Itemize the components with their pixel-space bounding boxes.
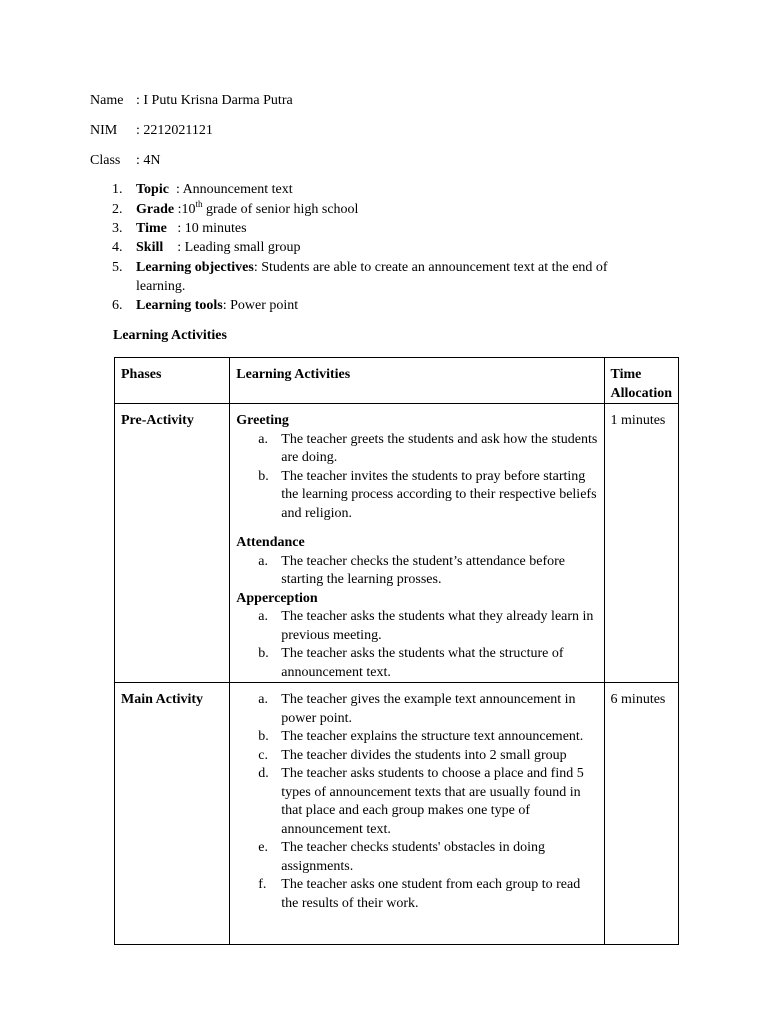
apperception-list: [236, 608, 597, 682]
item-label: Time: [136, 221, 167, 236]
list-item: b. The teacher asks the students what the structure of announcement text.: [258, 646, 564, 680]
class-value: : 4N: [136, 153, 161, 168]
list-item: c. The teacher divides the students into 2 small group: [258, 747, 567, 763]
list-item: a. The teacher asks the students what they already learn in previous meeting.: [258, 609, 594, 643]
item-number: 3.: [112, 221, 123, 236]
item-number: 6.: [112, 298, 123, 313]
list-item: d. The teacher asks students to choose a place and find 5 types of announcement texts that are usually found in that place and each group makes one type of announcement text.: [258, 766, 584, 837]
time-pre-activity: 1 minutes: [604, 404, 678, 683]
item-number: 2.: [112, 202, 123, 217]
name-value: : I Putu Krisna Darma Putra: [136, 93, 293, 108]
list-item: f. The teacher asks one student from each group to read the results of their work.: [258, 877, 581, 911]
time-main-activity: 6 minutes: [604, 683, 678, 945]
item-number: 5.: [112, 260, 123, 275]
main-activity-content: [230, 683, 604, 945]
list-item: a. The teacher checks the student’s attendance before starting the learning prosses.: [258, 553, 566, 587]
item-label: Learning objectives: [136, 260, 254, 275]
list-item: b. The teacher invites the students to pray before starting the learning process according to their respective beliefs and religion.: [258, 468, 597, 521]
main-activity-list: [236, 691, 597, 913]
greeting-list: [236, 431, 597, 524]
header-phases: Phases: [115, 358, 230, 404]
phase-pre-activity: Pre-Activity: [115, 404, 230, 683]
apperception-title: Apperception: [236, 590, 318, 606]
item-label: Grade: [136, 202, 175, 217]
activities-table: [114, 357, 679, 945]
phase-main-activity: Main Activity: [115, 683, 230, 945]
name-label: Name: [90, 93, 124, 108]
item-value: : Leading small group: [163, 240, 301, 255]
item-value: : Students are able to create an announcement text at the end of: [253, 260, 608, 275]
item-number: 4.: [112, 240, 123, 255]
item-number: 1.: [112, 182, 123, 197]
nim-label: NIM: [90, 123, 118, 138]
item-value: grade of senior high school: [202, 202, 359, 217]
attendance-title: Attendance: [236, 535, 305, 550]
item-value-line2: learning.: [136, 279, 186, 294]
list-item: e. The teacher checks students' obstacles in doing assignments.: [258, 840, 546, 874]
class-label: Class: [90, 153, 121, 168]
table-row: [115, 404, 679, 683]
item-value-sup: th: [195, 199, 203, 209]
item-value: : 10 minutes: [166, 221, 247, 236]
item-value-pre: :10: [174, 202, 196, 217]
section-title: Learning Activities: [113, 328, 227, 343]
header-activities: Learning Activities: [230, 358, 604, 404]
item-label: Skill: [136, 240, 164, 255]
item-value: : Announcement text: [168, 182, 293, 197]
greeting-title: Greeting: [236, 413, 289, 428]
attendance-list: [236, 553, 597, 590]
list-item: a. The teacher gives the example text announcement in power point.: [258, 692, 576, 726]
table-row: [115, 683, 679, 945]
list-item: a. The teacher greets the students and ask how the students are doing.: [258, 431, 598, 465]
pre-activity-content: [230, 404, 604, 683]
header-time: Time Allocation: [604, 358, 678, 404]
table-header-row: [115, 358, 679, 404]
item-label: Topic: [136, 182, 169, 197]
item-label: Learning tools: [136, 298, 223, 313]
list-item: b. The teacher explains the structure text announcement.: [258, 729, 584, 744]
item-value: : Power point: [222, 298, 299, 313]
nim-value: : 2212021121: [136, 123, 213, 138]
